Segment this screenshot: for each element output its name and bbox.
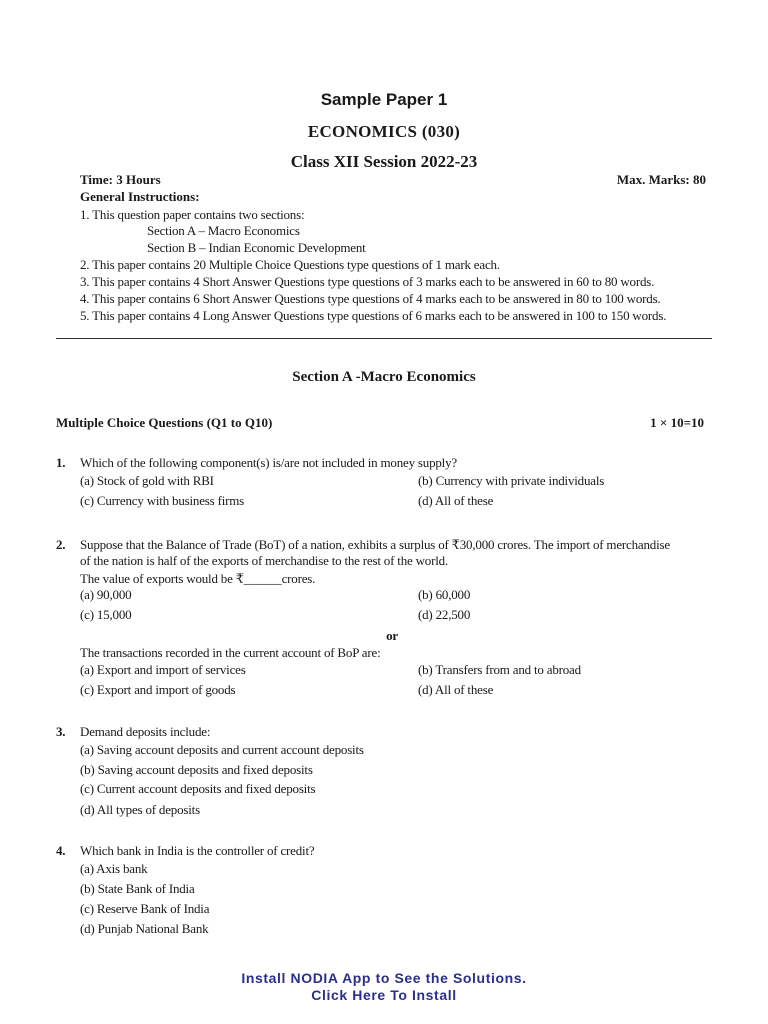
option-b: (b) Transfers from and to abroad: [418, 662, 581, 677]
option-a: (a) Export and import of services: [80, 662, 246, 677]
option-d: (d) 22,500: [418, 607, 471, 622]
install-app-banner: Install NODIA App to See the Solutions.: [241, 970, 527, 986]
option-c: (c) Current account deposits and fixed deposits: [80, 781, 316, 796]
mcq-heading: Multiple Choice Questions (Q1 to Q10): [56, 415, 273, 430]
instruction-subitem: Section A – Macro Economics: [147, 223, 300, 238]
instruction-subitem: Section B – Indian Economic Development: [147, 240, 366, 255]
horizontal-rule: [56, 338, 712, 339]
option-a: (a) Stock of gold with RBI: [80, 473, 214, 488]
option-b: (b) Currency with private individuals: [418, 473, 605, 488]
question-text: Suppose that the Balance of Trade (BoT) of a nation, exhibits a surplus of ₹30,000 crores. The import of merchandise: [80, 537, 670, 552]
question-text: Demand deposits include:: [80, 724, 211, 739]
time-label: Time: 3 Hours: [80, 172, 161, 187]
option-b: (b) 60,000: [418, 587, 471, 602]
option-d: (d) Punjab National Bank: [80, 921, 209, 936]
option-a: (a) Saving account deposits and current account deposits: [80, 742, 364, 757]
paper-title: Sample Paper 1: [320, 90, 448, 109]
question-number: 4.: [56, 843, 66, 858]
option-b: (b) State Bank of India: [80, 881, 195, 896]
question-number: 3.: [56, 724, 66, 739]
option-c: (c) Currency with business firms: [80, 493, 245, 508]
option-c: (c) Reserve Bank of India: [80, 901, 210, 916]
option-c: (c) Export and import of goods: [80, 682, 236, 697]
question-number: 1.: [56, 455, 66, 470]
subject-title: ECONOMICS (030): [307, 122, 461, 141]
option-c: (c) 15,000: [80, 607, 132, 622]
question-text: Which of the following component(s) is/are not included in money supply?: [80, 455, 457, 470]
option-d: (d) All of these: [418, 682, 494, 697]
instruction-item: 1. This question paper contains two sections:: [80, 207, 305, 222]
question-text: The transactions recorded in the current account of BoP are:: [80, 645, 381, 660]
max-marks-label: Max. Marks: 80: [616, 172, 706, 187]
option-d: (d) All of these: [418, 493, 494, 508]
instruction-item: 5. This paper contains 4 Long Answer Questions type questions of 6 marks each to be answered in 100 to 150 words.: [80, 308, 667, 323]
option-a: (a) Axis bank: [80, 861, 148, 876]
instruction-item: 4. This paper contains 6 Short Answer Questions type questions of 4 marks each to be answered in 80 to 100 words.: [80, 291, 661, 306]
option-b: (b) Saving account deposits and fixed deposits: [80, 762, 313, 777]
section-title: Section A -Macro Economics: [292, 369, 476, 385]
question-number: 2.: [56, 537, 66, 552]
mcq-marks: 1 × 10=10: [650, 415, 704, 430]
install-link[interactable]: Click Here To Install: [311, 987, 457, 1003]
question-text: The value of exports would be ₹______crores.: [80, 571, 316, 586]
option-d: (d) All types of deposits: [80, 802, 200, 817]
instruction-item: 3. This paper contains 4 Short Answer Questions type questions of 3 marks each to be answered in 60 to 80 words.: [80, 274, 655, 289]
question-text: of the nation is half of the exports of merchandise to the rest of the world.: [80, 553, 448, 568]
option-a: (a) 90,000: [80, 587, 132, 602]
class-session: Class XII Session 2022-23: [290, 152, 478, 171]
instruction-item: 2. This paper contains 20 Multiple Choice Questions type questions of 1 mark each.: [80, 257, 500, 272]
or-separator: or: [386, 628, 398, 643]
instructions-heading: General Instructions:: [80, 189, 200, 204]
question-text: Which bank in India is the controller of credit?: [80, 843, 315, 858]
